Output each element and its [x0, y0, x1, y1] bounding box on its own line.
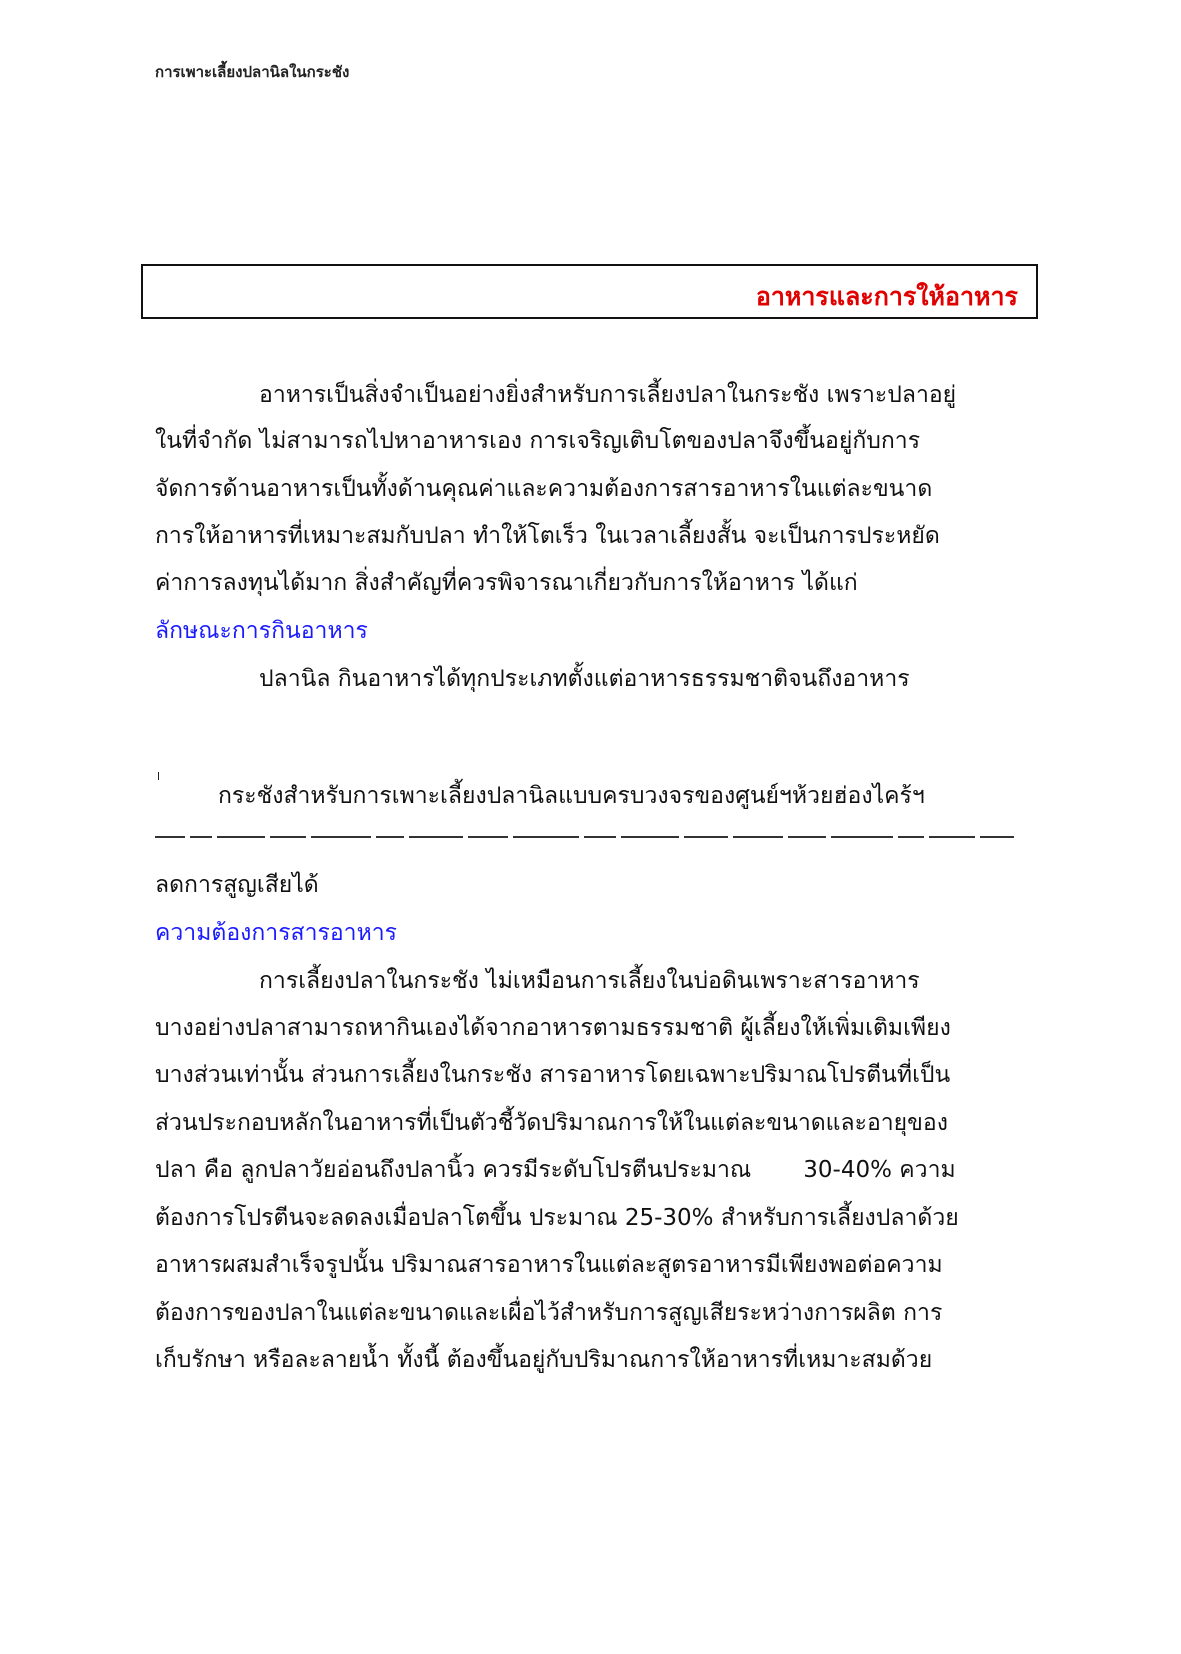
feeding-behavior-last-line: ลดการสูญเสียได้: [155, 872, 319, 898]
feeding-behavior-line-1: ปลานิล กินอาหารได้ทุกประเภทตั้งแต่อาหารธรรมชาติจนถึงอาหาร: [259, 666, 910, 692]
nutrient-line-3: บางส่วนเท่านั้น ส่วนการเลี้ยงในกระชัง สารอาหารโดยเฉพาะปริมาณโปรตีนที่เป็น: [155, 1062, 951, 1088]
section-heading-box: [141, 264, 1038, 319]
nutrient-line-6: ต้องการโปรตีนจะลดลงเมื่อปลาโตขึ้น ประมาณ 25-30% สำหรับการเลี้ยงปลาด้วย: [155, 1205, 959, 1231]
obscured-text-strip: [155, 836, 1035, 844]
nutrient-line-8: ต้องการของปลาในแต่ละขนาดและเผื่อไว้สำหรับการสูญเสียระหว่างการผลิต การ: [155, 1300, 943, 1326]
nutrient-subheading: ความต้องการสารอาหาร: [155, 920, 398, 946]
intro-line-1: อาหารเป็นสิ่งจำเป็นอย่างยิ่งสำหรับการเลี้ยงปลาในกระชัง เพราะปลาอยู่: [259, 382, 957, 408]
nutrient-line-1: การเลี้ยงปลาในกระชัง ไม่เหมือนการเลี้ยงในบ่อดินเพราะสารอาหาร: [259, 968, 920, 994]
nutrient-line-9: เก็บรักษา หรือละลายน้ำ ทั้งนี้ ต้องขึ้นอยู่กับปริมาณการให้อาหารที่เหมาะสมด้วย: [155, 1347, 933, 1373]
nutrient-line-7: อาหารผสมสำเร็จรูปนั้น ปริมาณสารอาหารในแต่ละสูตรอาหารมีเพียงพอต่อความ: [155, 1252, 943, 1278]
nutrient-line-4: ส่วนประกอบหลักในอาหารที่เป็นตัวชี้วัดปริมาณการให้ในแต่ละขนาดและอายุของ: [155, 1110, 948, 1136]
tick-mark: [158, 772, 159, 780]
intro-line-5: ค่าการลงทุนได้มาก สิ่งสำคัญที่ควรพิจารณาเกี่ยวกับการให้อาหาร ได้แก่: [155, 570, 858, 596]
protein-line-text: ปลา คือ ลูกปลาวัยอ่อนถึงปลานิ้ว ควรมีระดับโปรตีนประมาณ: [155, 1157, 752, 1183]
intro-line-4: การให้อาหารที่เหมาะสมกับปลา ทำให้โตเร็ว ในเวลาเลี้ยงสั้น จะเป็นการประหยัด: [155, 523, 940, 549]
protein-percent-text: 30-40% ความ: [803, 1157, 956, 1183]
figure-caption: กระชังสำหรับการเพาะเลี้ยงปลานิลแบบครบวงจรของศูนย์ฯห้วยฮ่องไคร้ฯ: [218, 783, 925, 809]
nutrient-protein-line: [155, 1147, 1035, 1193]
feeding-behavior-subheading: ลักษณะการกินอาหาร: [155, 618, 368, 644]
running-header: การเพาะเลี้ยงปลานิลในกระชัง: [155, 63, 350, 81]
nutrient-line-2: บางอย่างปลาสามารถหากินเองได้จากอาหารตามธรรมชาติ ผู้เลี้ยงให้เพิ่มเติมเพียง: [155, 1015, 951, 1041]
intro-line-3: จัดการด้านอาหารเป็นทั้งด้านคุณค่าและความต้องการสารอาหารในแต่ละขนาด: [155, 476, 933, 502]
intro-line-2: ในที่จำกัด ไม่สามารถไปหาอาหารเอง การเจริญเติบโตของปลาจึงขึ้นอยู่กับการ: [155, 428, 921, 454]
section-heading: อาหารและการให้อาหาร: [755, 282, 1018, 311]
